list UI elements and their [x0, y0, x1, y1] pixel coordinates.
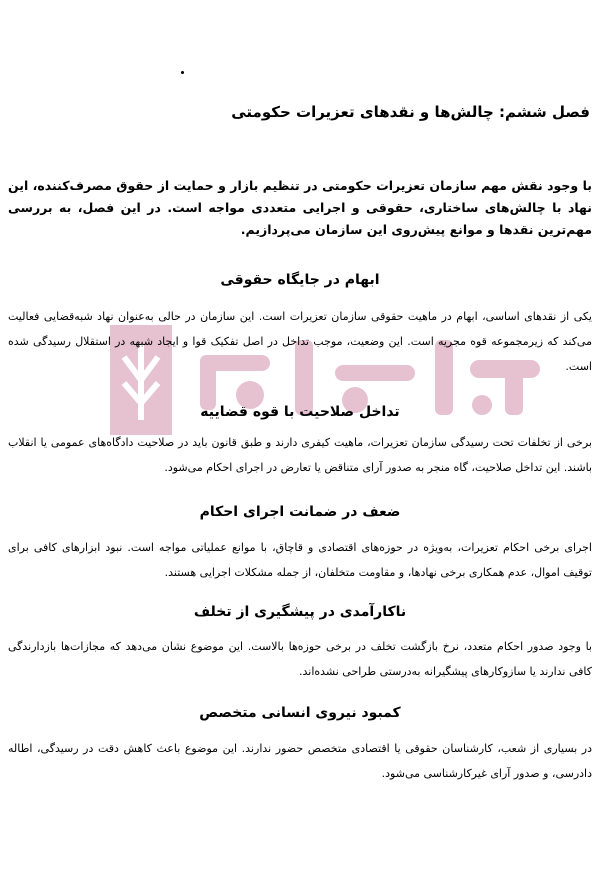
section-heading-prevention: ناکارآمدی در پیشگیری از تخلف — [193, 604, 407, 620]
section-heading-enforcement: ضعف در ضمانت اجرای احکام — [199, 504, 401, 520]
section-heading-legal-status: ابهام در جایگاه حقوقی — [220, 272, 380, 288]
section-body-prevention: با وجود صدور احکام متعدد، نرخ بازگشت تخلف در برخی حوزه‌ها بالاست. این موضوع نشان می‌دهد که مجازات‌ها بازدارندگی کافی ندارند یا سازوکارهای پیشگیرانه به‌درستی طراحی نشده‌اند. — [8, 640, 592, 678]
section-heading-staffing: کمبود نیروی انسانی متخصص — [199, 705, 401, 721]
chapter-intro-paragraph: با وجود نقش مهم سازمان تعزیرات حکومتی در تنظیم بازار و حمایت از حقوق مصرف‌کننده، این نهاد با چالش‌های ساختاری، حقوقی و اجرایی متعددی مواجه است. در این فصل، به بررسی مهم‌ترین نقدها و موانع پیش‌روی این سازمان می‌پردازیم. — [8, 178, 592, 237]
section-body-enforcement: اجرای برخی احکام تعزیرات، به‌ویژه در حوزه‌های اقتصادی و قاچاق، با موانع عملیاتی مواجه است. نبود ابزارهای کافی برای توقیف اموال، عدم همکاری برخی نهادها، و مقاومت متخلفان، از جمله مشکلات اجرایی هستند. — [8, 541, 592, 579]
chapter-title: فصل ششم: چالش‌ها و نقدهای تعزیرات حکومتی — [231, 103, 590, 121]
page-mark-dot — [181, 71, 184, 74]
section-heading-jurisdiction: تداخل صلاحیت با قوه قضاییه — [200, 404, 400, 420]
section-body-legal-status: یکی از نقدهای اساسی، ابهام در ماهیت حقوقی سازمان تعزیرات است. این سازمان در حالی به‌عنوان نهاد شبه‌قضایی فعالیت می‌کند که زیرمجموعه قوه مجریه است. این وضعیت، موجب تداخل در اصل تفکیک قوا و ایجاد شبهه در استقلال رسیدگی شده است. — [8, 310, 592, 373]
section-body-staffing: در بسیاری از شعب، کارشناسان حقوقی یا اقتصادی متخصص حضور ندارند. این موضوع باعث کاهش دقت در رسیدگی، اطاله دادرسی، و صدور آرای غیرکارشناسی می‌شود. — [8, 742, 592, 780]
section-body-jurisdiction: برخی از تخلفات تحت رسیدگی سازمان تعزیرات، ماهیت کیفری دارند و طبق قانون باید در صلاحیت دادگاه‌های عمومی یا انقلاب باشند. این تداخل صلاحیت، گاه منجر به صدور آرای متناقض یا تعارض در اجرای احکام می‌شود. — [8, 436, 592, 474]
